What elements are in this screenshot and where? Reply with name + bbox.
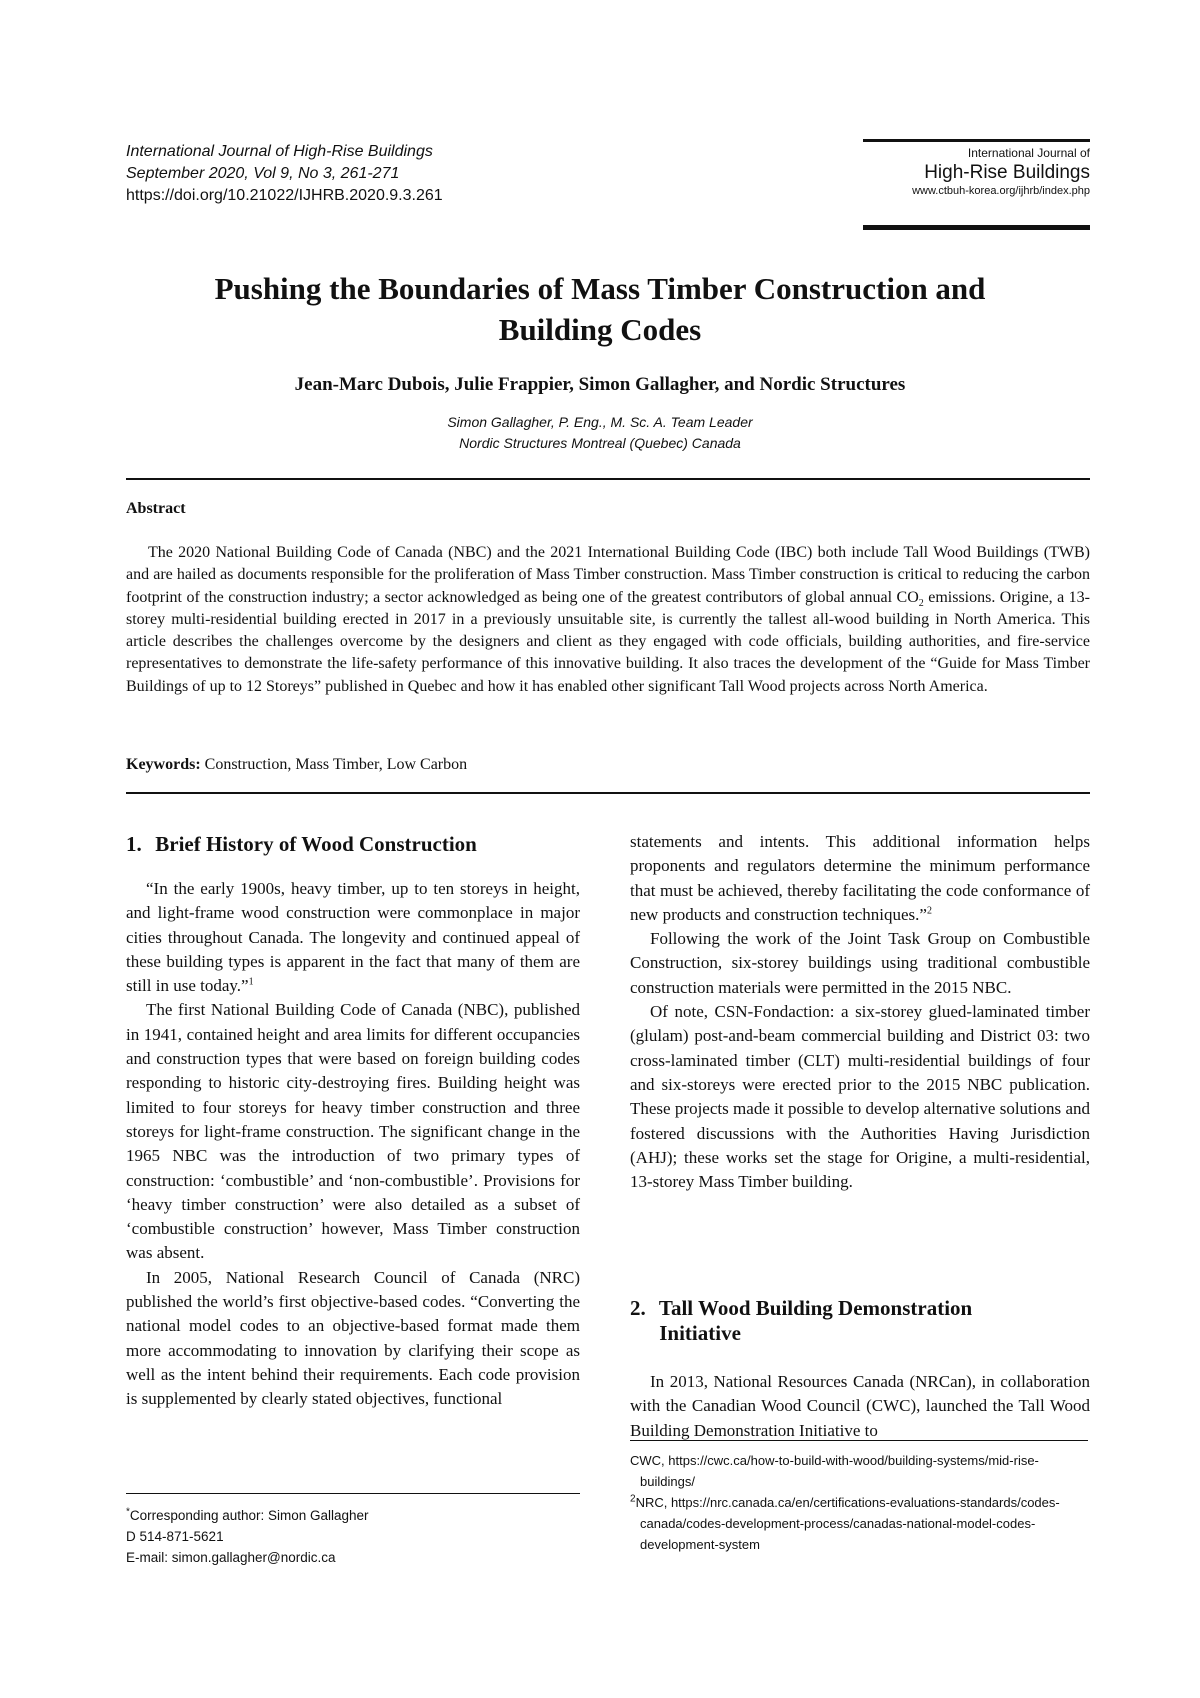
- paragraph: [126, 877, 580, 998]
- section-title: Tall Wood Building Demonstration: [658, 1296, 973, 1320]
- abstract-part-2: emissions. Origine, a 13-storey multi-residential building erected in 2017 in a previously unsuitable site, is currently the tallest all-wood building in North America. This article describes the challenges overcome by the designers and client as they engaged with code officials, building authorities, and fire-service representatives to demonstrate the life-safety performance of this innovative building. It also traces the development of the “Guide for Mass Timber Buildings of up to 12 Storeys” published in Quebec and how it has enabled other significant Tall Wood projects across North America.: [126, 588, 1091, 695]
- footnote-rule: [126, 1493, 580, 1494]
- affiliation-line-2: Nordic Structures Montreal (Quebec) Canada: [459, 435, 741, 451]
- abstract-part-1: The 2020 National Building Code of Canada (NBC) and the 2021 International Building Code (IBC) both include Tall Wood Buildings (TWB) and are hailed as documents responsible for the proliferation of Mass Timber construction. Mass Timber construction is critical to reducing the carbon footprint of the construction industry; a sector acknowledged as being one of the greatest contributors of global annual CO: [126, 544, 1090, 606]
- footnote-line: *Corresponding author: Simon Gallagher: [126, 1506, 369, 1523]
- keywords: [126, 756, 467, 774]
- section-number: 2.: [630, 1296, 646, 1320]
- logo-line-2: High-Rise Buildings: [924, 162, 1090, 183]
- paper-title: [120, 268, 1080, 350]
- affiliation: [120, 412, 1080, 454]
- paragraph-text: statements and intents. This additional information helps proponents and regulators determine the minimum performance that must be achieved, thereby facilitating the code conformance of new products and construction techniques.”: [630, 832, 1090, 924]
- footnotes-right: [630, 1450, 1088, 1555]
- footnote-1: [630, 1450, 1088, 1492]
- footnote-rule: [630, 1440, 1088, 1441]
- logo-line-1: International Journal of: [967, 146, 1090, 160]
- right-column: [630, 830, 1090, 1194]
- footnote-text[interactable]: CWC, https://cwc.ca/how-to-build-with-wood/building-systems/mid-rise-buildings/: [630, 1453, 1039, 1489]
- keywords-value: Construction, Mass Timber, Low Carbon: [204, 756, 468, 773]
- divider: [126, 792, 1090, 794]
- journal-issue: September 2020, Vol 9, No 3, 261-271: [126, 165, 400, 182]
- footnote-mark: 2: [630, 1493, 636, 1505]
- paragraph: Of note, CSN-Fondaction: a six-storey glued-laminated timber (glulam) post-and-beam commercial building and District 03: two cross-laminated timber (CLT) multi-residential buildings of four and six-storeys were erected prior to the 2015 NBC publication. These projects made it possible to develop alternative solutions and fostered discussions with the Authorities Having Jurisdiction (AHJ); these works set the stage for Origine, a multi-residential, 13-storey Mass Timber building.: [630, 1002, 1090, 1192]
- journal-citation: [126, 141, 443, 207]
- divider: [126, 478, 1090, 480]
- abstract-text: [126, 542, 1090, 698]
- author-list: Jean-Marc Dubois, Julie Frappier, Simon Gallagher, and Nordic Structures: [294, 374, 906, 395]
- title-line-1: Pushing the Boundaries of Mass Timber Construction and: [214, 271, 986, 306]
- section-1-heading: [126, 832, 477, 857]
- paragraph: Following the work of the Joint Task Group on Combustible Construction, six-storey buildings using traditional combustible construction materials were permitted in the 2015 NBC.: [630, 929, 1090, 997]
- footnote-ref[interactable]: 2: [926, 905, 932, 917]
- footnote-text[interactable]: NRC, https://nrc.canada.ca/en/certifications-evaluations-standards/codes-canada/codes-development-process/canadas-national-model-codes-development-system: [635, 1495, 1060, 1552]
- section-2-heading: [630, 1296, 1090, 1346]
- footnote-ref[interactable]: 1: [248, 976, 254, 988]
- left-column: [126, 877, 580, 1412]
- footnote-email[interactable]: E-mail: simon.gallagher@nordic.ca: [126, 1550, 336, 1565]
- journal-url[interactable]: www.ctbuh-korea.org/ijhrb/index.php: [912, 185, 1090, 197]
- footnote-2: [630, 1492, 1088, 1555]
- paragraph-text: “In the early 1900s, heavy timber, up to ten storeys in height, and light-frame wood construction were commonplace in major cities throughout Canada. The longevity and continued appeal of these building types is apparent in the fact that many of them are still in use today.”: [126, 879, 580, 996]
- doi-link[interactable]: https://doi.org/10.21022/IJHRB.2020.9.3.261: [126, 187, 443, 204]
- paragraph: In 2013, National Resources Canada (NRCan), in collaboration with the Canadian Wood Council (CWC), launched the Tall Wood Building Demonstration Initiative to: [630, 1372, 1090, 1440]
- journal-logo: [863, 145, 1090, 199]
- section-number: 1.: [126, 832, 142, 856]
- affiliation-line-1: Simon Gallagher, P. Eng., M. Sc. A. Team Leader: [447, 414, 753, 430]
- logo-rule-top: [863, 139, 1090, 142]
- logo-rule-bottom: [863, 225, 1090, 230]
- paragraph: In 2005, National Research Council of Canada (NRC) published the world’s first objective-based codes. “Converting the national model codes to an objective-based format made them more accommodating to innovation by clarifying their scope as well as the intent behind their requirements. Each code provision is supplemented by clearly stated objectives, functional: [126, 1267, 580, 1409]
- abstract-subscript: 2: [918, 597, 924, 609]
- footnote-mark: *: [126, 1506, 130, 1518]
- abstract-heading: Abstract: [126, 500, 186, 517]
- section-title: Brief History of Wood Construction: [155, 832, 477, 856]
- section-title-cont: Initiative: [659, 1321, 741, 1345]
- footnote-phone: D 514-871-5621: [126, 1529, 224, 1544]
- journal-name: International Journal of High-Rise Buildings: [126, 143, 433, 160]
- footnote-correspondence: [126, 1505, 580, 1568]
- keywords-label: Keywords:: [126, 756, 201, 773]
- title-line-2: Building Codes: [498, 312, 702, 347]
- paragraph: The first National Building Code of Canada (NBC), published in 1941, contained height and area limits for different occupancies and construction types that were based on foreign building codes responding to historic city-destroying fires. Building height was limited to four storeys for heavy timber construction and three storeys for light-frame construction. The significant change in the 1965 NBC was the introduction of two primary types of construction: ‘combustible’ and ‘non-combustible’. Provisions for ‘heavy timber construction’ were also detailed as a subset of ‘combustible construction’ however, Mass Timber construction was absent.: [126, 1000, 580, 1263]
- section-2-body: [630, 1370, 1090, 1443]
- paragraph: [630, 830, 1090, 927]
